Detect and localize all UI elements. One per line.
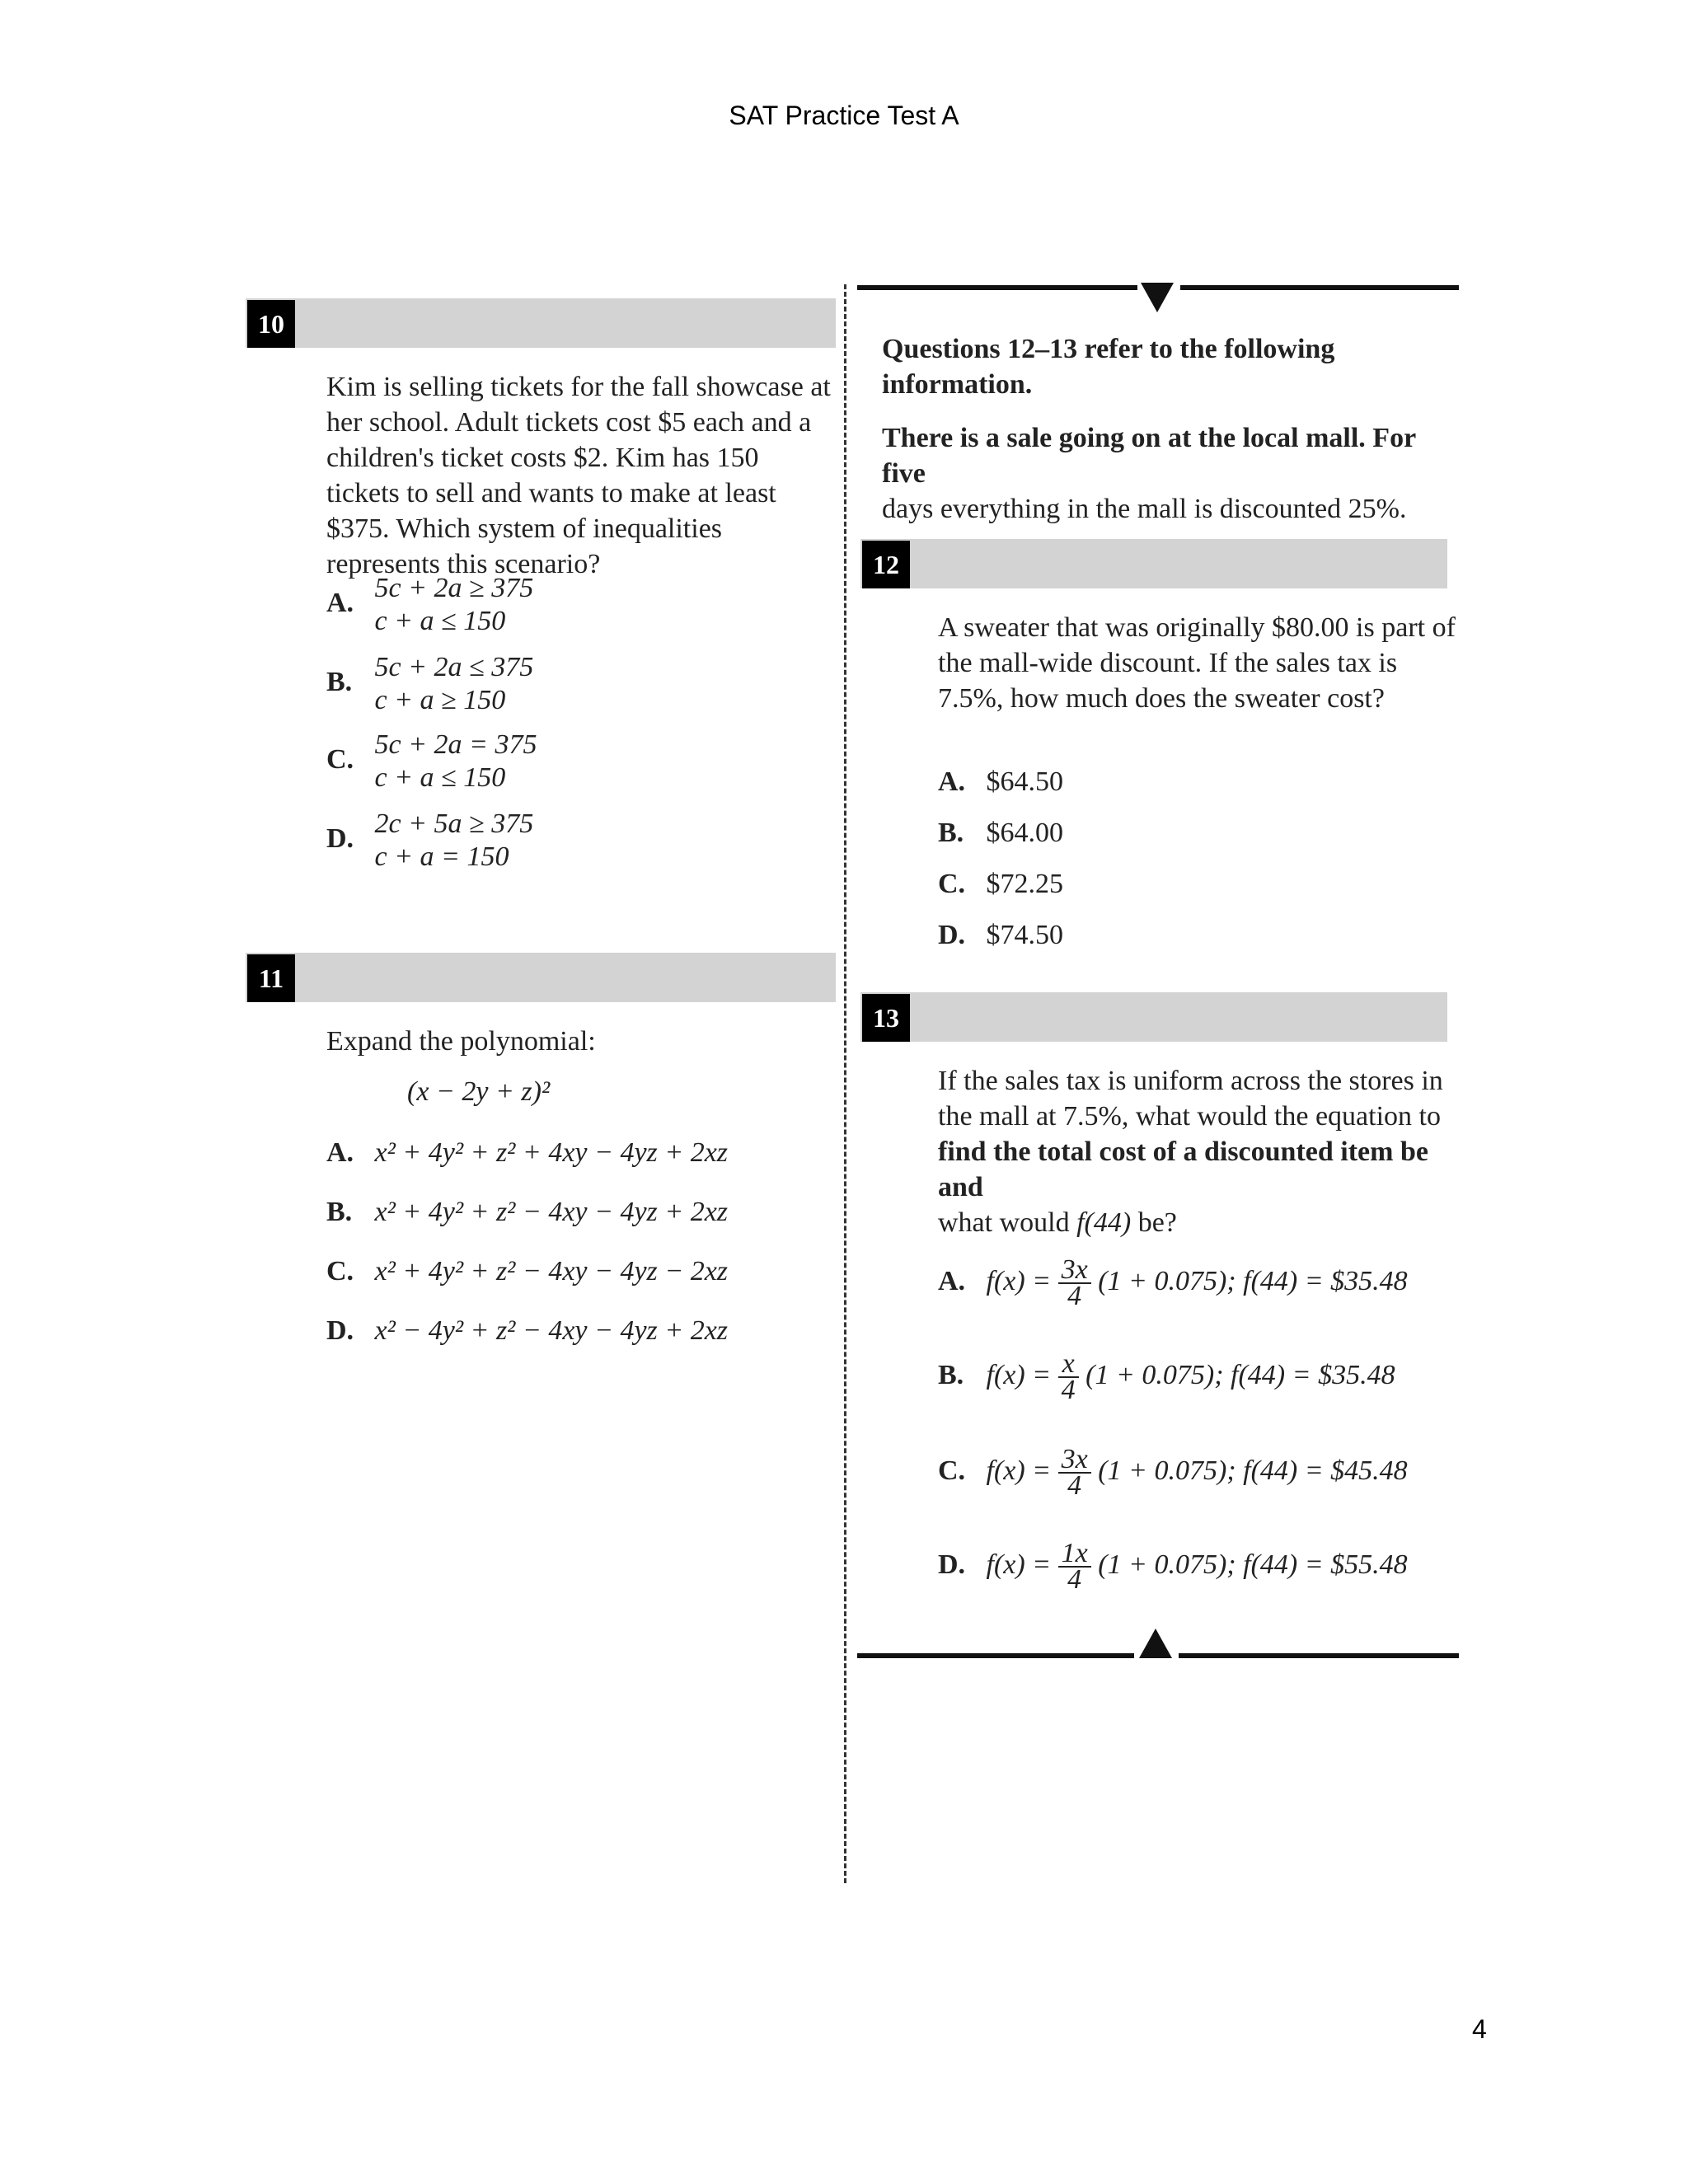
prompt-part-a: If the sales tax is uniform across the stores in the mall at 7.5%, what would the equation to (938, 1066, 1443, 1132)
function-rhs: (1 + 0.075); f(44) = $55.48 (1098, 1549, 1408, 1580)
fraction-numerator: x (1058, 1352, 1079, 1378)
question-11-expression: (x − 2y + z)² (407, 1076, 551, 1107)
top-rule-left (857, 285, 1137, 290)
question-11-option-c[interactable] (326, 1256, 728, 1287)
question-11-bar (246, 953, 836, 1002)
page-number: 4 (1472, 2014, 1487, 2044)
intro-text (882, 420, 1459, 527)
column-divider (844, 284, 846, 1883)
option-letter: C. (326, 743, 354, 775)
question-12-option-d[interactable] (938, 920, 1063, 951)
inequality-line-2: c + a ≤ 150 (374, 762, 506, 793)
question-13-bar (860, 992, 1447, 1042)
option-letter: A. (938, 1265, 966, 1296)
question-12-number: 12 (862, 541, 910, 588)
fraction-denominator: 4 (1067, 1564, 1082, 1595)
option-text: $74.50 (986, 920, 1063, 950)
down-arrow-icon (1141, 283, 1174, 312)
question-11-option-a[interactable] (326, 1137, 728, 1169)
function-lhs: f(x) = (986, 1265, 1052, 1296)
option-inequalities (375, 651, 534, 717)
prompt-part-d: be? (1137, 1207, 1177, 1238)
option-inequalities (375, 808, 534, 874)
page-header-title: SAT Practice Test A (729, 101, 959, 130)
fraction-numerator: 3x (1058, 1258, 1091, 1284)
option-letter: D. (326, 823, 354, 854)
fraction (1058, 1538, 1091, 1595)
option-letter: C. (938, 1455, 966, 1486)
option-letter: B. (326, 1197, 353, 1227)
prompt-part-b: find the total cost of a discounted item be and (938, 1137, 1428, 1202)
bottom-rule-left (857, 1653, 1134, 1658)
option-letter: C. (326, 1256, 354, 1286)
option-inequalities (375, 729, 537, 794)
inequality-line-2: c + a ≤ 150 (374, 606, 506, 636)
function-lhs: f(x) = (986, 1549, 1052, 1580)
fraction (1058, 1444, 1091, 1501)
option-letter: A. (938, 766, 966, 797)
function-rhs: (1 + 0.075); f(44) = $35.48 (1098, 1265, 1408, 1296)
question-12-option-c[interactable] (938, 869, 1063, 900)
option-letter: D. (938, 1549, 966, 1580)
fraction-denominator: 4 (1067, 1281, 1082, 1311)
function-rhs: (1 + 0.075); f(44) = $45.48 (1098, 1455, 1408, 1486)
option-letter: C. (938, 869, 966, 899)
question-12-option-a[interactable] (938, 766, 1063, 798)
inequality-line-2: c + a ≥ 150 (374, 685, 506, 715)
question-10-option-b[interactable] (326, 651, 533, 717)
question-10-bar (246, 298, 836, 348)
question-10-option-c[interactable] (326, 729, 537, 794)
option-letter: A. (326, 587, 354, 618)
function-lhs: f(x) = (986, 1455, 1052, 1486)
fraction (1058, 1254, 1091, 1311)
question-12-bar (860, 539, 1447, 588)
question-13-number: 13 (862, 994, 910, 1042)
question-11-option-b[interactable] (326, 1197, 728, 1228)
option-text: $64.00 (986, 818, 1063, 848)
option-text: x² − 4y² + z² − 4xy − 4yz + 2xz (374, 1315, 729, 1346)
question-12-prompt: A sweater that was originally $80.00 is part of the mall-wide discount. If the sales tax is 7.5%, how much does the sweater cost? (938, 612, 1456, 714)
up-arrow-icon (1139, 1629, 1172, 1658)
question-12-option-b[interactable] (938, 818, 1063, 849)
prompt-part-c: what would (938, 1207, 1070, 1238)
question-13-option-a[interactable] (938, 1254, 1408, 1311)
question-10-number: 10 (247, 300, 295, 348)
question-13-option-c[interactable] (938, 1444, 1408, 1501)
question-11-number: 11 (247, 954, 295, 1002)
top-rule-right (1180, 285, 1459, 290)
option-letter: D. (938, 920, 966, 950)
fraction-denominator: 4 (1067, 1470, 1082, 1501)
inequality-line-1: 5c + 2a = 375 (374, 729, 537, 760)
inequality-line-1: 5c + 2a ≤ 375 (374, 652, 534, 682)
option-text: x² + 4y² + z² − 4xy − 4yz − 2xz (374, 1256, 729, 1286)
option-text: x² + 4y² + z² + 4xy − 4yz + 2xz (374, 1137, 729, 1168)
option-letter: D. (326, 1315, 354, 1346)
question-13-prompt (938, 1063, 1457, 1240)
question-13-option-b[interactable] (938, 1348, 1395, 1405)
intro-text-bold: There is a sale going on at the local mall. For five (882, 423, 1416, 489)
function-lhs: f(x) = (986, 1359, 1052, 1390)
intro-text-rest: days everything in the mall is discounted 25%. (882, 494, 1407, 524)
option-text: x² + 4y² + z² − 4xy − 4yz + 2xz (374, 1197, 729, 1227)
question-11-option-d[interactable] (326, 1315, 728, 1347)
fraction-denominator: 4 (1061, 1375, 1076, 1405)
option-letter: B. (326, 666, 353, 697)
function-rhs: (1 + 0.075); f(44) = $35.48 (1085, 1359, 1395, 1390)
option-letter: A. (326, 1137, 354, 1168)
prompt-function: f(44) (1076, 1207, 1132, 1238)
inequality-line-1: 5c + 2a ≥ 375 (374, 573, 534, 603)
question-11-prompt: Expand the polynomial: (326, 1026, 596, 1057)
inequality-line-2: c + a = 150 (374, 841, 509, 872)
option-inequalities (375, 572, 534, 638)
question-10-prompt: Kim is selling tickets for the fall showcase at her school. Adult tickets cost $5 each and a children's ticket costs $2. Kim has 150 tickets to sell and wants to make at least $375. Which system of inequalities represents this scenario? (326, 372, 831, 579)
option-text: $64.50 (986, 766, 1063, 797)
inequality-line-1: 2c + 5a ≥ 375 (374, 808, 534, 839)
question-10-option-a[interactable] (326, 572, 533, 638)
option-letter: B. (938, 1359, 964, 1390)
fraction (1058, 1348, 1079, 1405)
bottom-rule-right (1179, 1653, 1459, 1658)
option-text: $72.25 (986, 869, 1063, 899)
option-letter: B. (938, 818, 964, 848)
fraction-numerator: 1x (1058, 1541, 1091, 1568)
question-13-option-d[interactable] (938, 1538, 1408, 1595)
intro-heading: Questions 12–13 refer to the following information. (882, 334, 1335, 400)
fraction-numerator: 3x (1058, 1447, 1091, 1474)
question-10-option-d[interactable] (326, 808, 533, 874)
